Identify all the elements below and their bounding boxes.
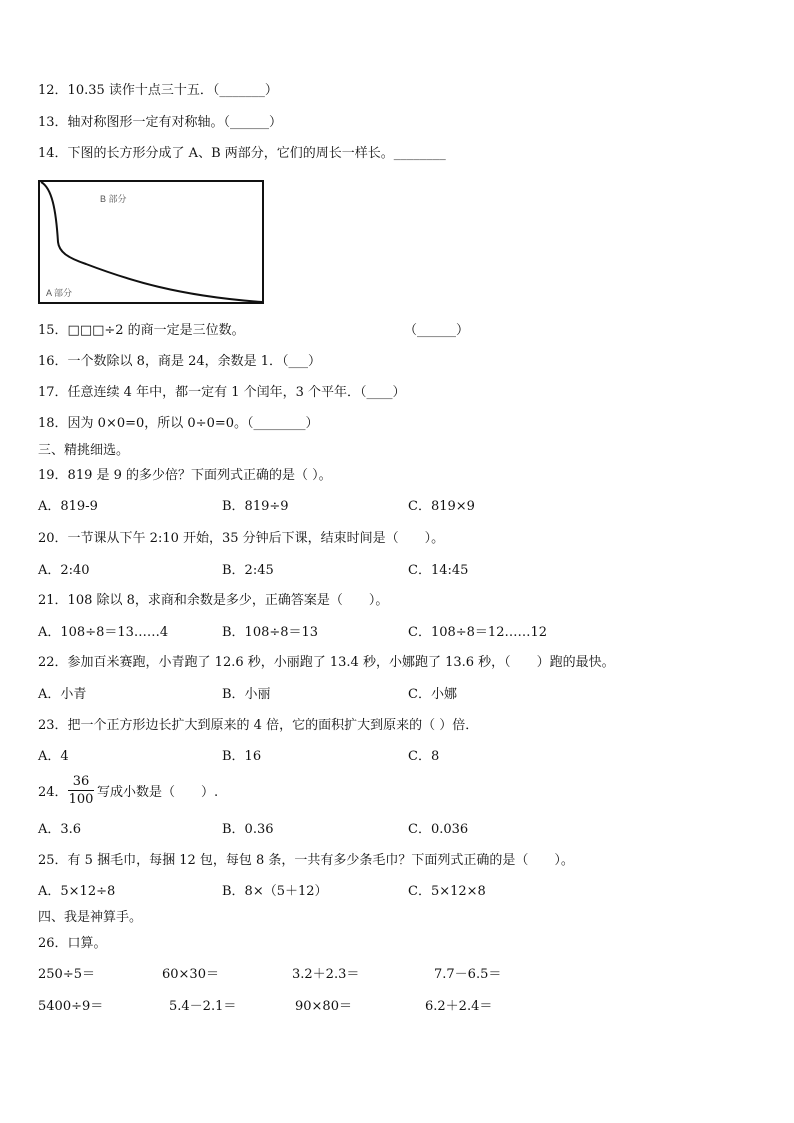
q23-option-b: B．16 [222,749,262,764]
q21-option-a: A．108÷8＝13……4 [38,625,169,640]
section-3-heading: 三、精挑细选。 [38,443,130,458]
calc-item: 6.2＋2.4＝ [425,999,493,1014]
calc-item: 3.2＋2.3＝ [292,967,360,982]
fraction-bar [68,790,94,791]
q22-line: 22．参加百米赛跑，小青跑了 12.6 秒，小丽跑了 13.4 秒，小娜跑了 13.6 秒，（ ）跑的最快。 [38,655,615,670]
figure-dividing-curve [41,182,262,302]
section-4-heading: 四、我是神算手。 [38,910,143,925]
q20-option-b: B．2:45 [222,563,274,578]
q14-line: 14．下图的长方形分成了 A、B 两部分，它们的周长一样长。________ [38,146,446,161]
q23-option-c: C．8 [408,749,440,764]
q25-line: 25．有 5 捆毛巾，每捆 12 包，每包 8 条，一共有多少条毛巾？下面列式正确的是（ ）。 [38,853,574,868]
q20-option-a: A．2:40 [38,563,90,578]
figure-label-b: B 部分 [100,194,127,204]
calc-item: 5.4－2.1＝ [169,999,237,1014]
q21-option-b: B．108÷8＝13 [222,625,319,640]
q25-option-a: A．5×12÷8 [38,884,116,899]
q13-line: 13．轴对称图形一定有对称轴。（______） [38,115,283,130]
q18-line: 18．因为 0×0=0，所以 0÷0=0。（________） [38,416,319,431]
q24-option-c: C．0.036 [408,822,469,837]
q24-fraction [68,774,94,807]
q12-line: 12．10.35 读作十点三十五．（_______） [38,83,278,98]
q22-option-c: C．小娜 [408,687,457,702]
q19-option-b: B．819÷9 [222,499,289,514]
q19-line: 19．819 是 9 的多少倍？下面列式正确的是（ ）。 [38,468,332,483]
q26-line: 26．口算。 [38,936,107,951]
q16-line: 16．一个数除以 8，商是 24，余数是 1．（___） [38,354,322,369]
q21-option-c: C．108÷8＝12……12 [408,625,548,640]
calc-item: 60×30＝ [162,967,219,982]
q19-option-c: C．819×9 [408,499,475,514]
calc-item: 250÷5＝ [38,967,95,982]
q24-option-b: B．0.36 [222,822,274,837]
calc-item: 5400÷9＝ [38,999,104,1014]
q23-option-a: A．4 [38,749,69,764]
q19-option-a: A．819-9 [38,499,98,514]
calc-item: 7.7－6.5＝ [434,967,502,982]
q24-prefix: 24． [38,785,68,800]
q20-option-c: C．14:45 [408,563,469,578]
rectangle-figure [38,180,264,304]
q25-option-c: C．5×12×8 [408,884,486,899]
q23-line: 23．把一个正方形边长扩大到原来的 4 倍，它的面积扩大到原来的（ ）倍． [38,718,479,733]
fraction-numerator: 36 [72,774,90,789]
q22-option-a: A．小青 [38,687,87,702]
q22-option-b: B．小丽 [222,687,271,702]
q17-line: 17．任意连续 4 年中，都一定有 1 个闰年，3 个平年．（____） [38,385,406,400]
q24-option-a: A．3.6 [38,822,82,837]
q15-blank: （______） [404,323,470,338]
q15-line: 15．□□□÷2 的商一定是三位数。 [38,323,245,338]
fraction-denominator: 100 [68,792,94,807]
q21-line: 21．108 除以 8，求商和余数是多少，正确答案是（ ）。 [38,593,389,608]
q20-line: 20．一节课从下午 2:10 开始，35 分钟后下课，结束时间是（ ）。 [38,531,445,546]
calc-item: 90×80＝ [295,999,352,1014]
q25-option-b: B．8×（5＋12） [222,884,328,899]
figure-label-a: A 部分 [46,288,73,298]
q24-suffix: 写成小数是（ ）. [97,785,219,800]
